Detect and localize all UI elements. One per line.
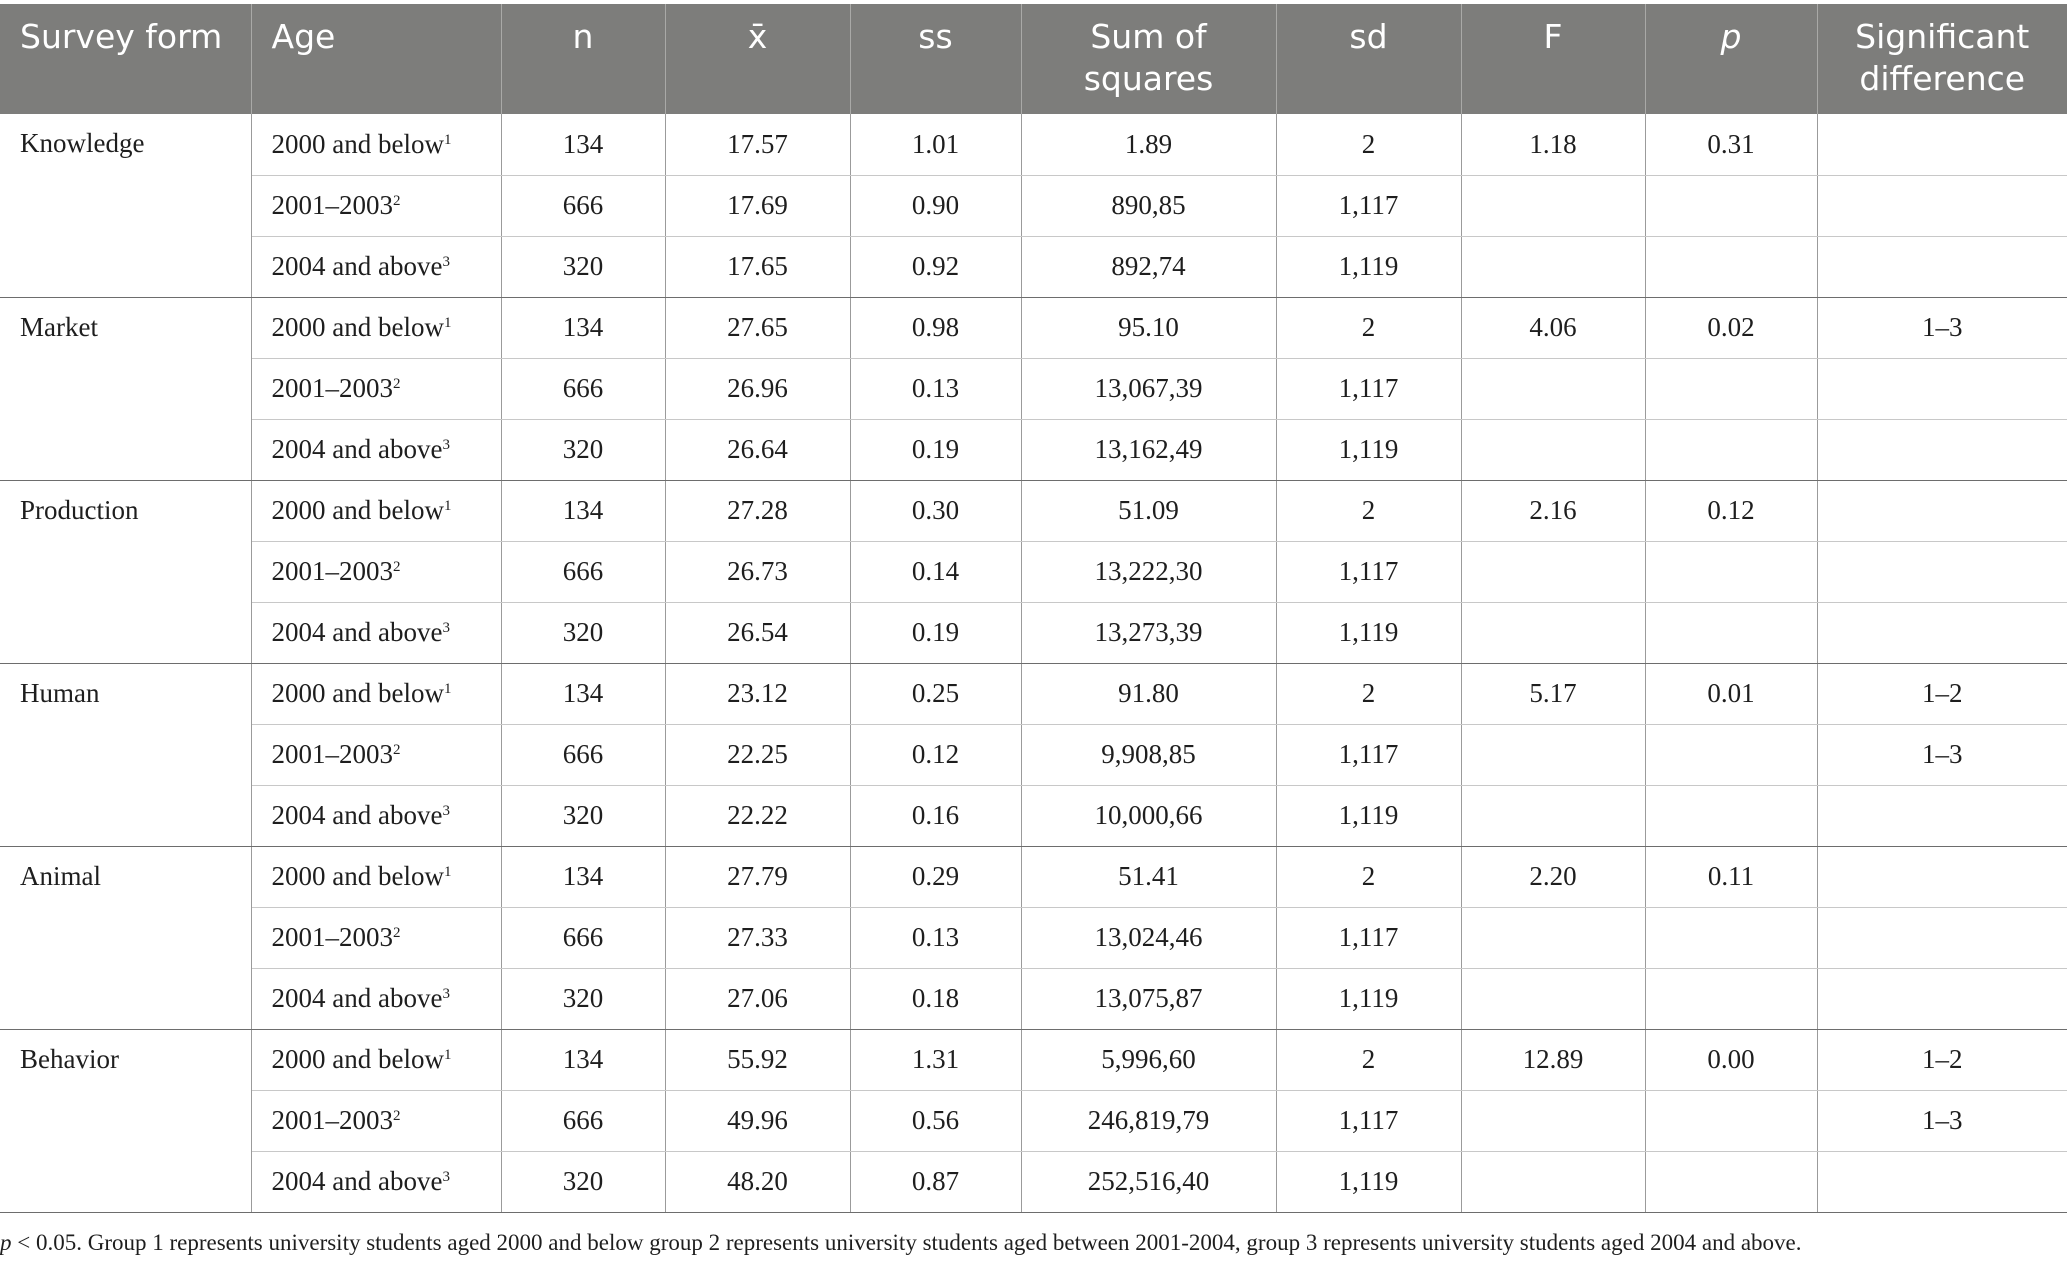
- sum-of-squares-cell: 13,075,87: [1021, 968, 1276, 1029]
- mean-cell: 27.28: [665, 480, 850, 541]
- age-cell: [251, 419, 501, 480]
- age-label: 2000 and below: [271, 495, 444, 525]
- significant-difference-cell: [1817, 236, 2067, 297]
- significant-difference-cell: 1–3: [1817, 724, 2067, 785]
- sd-cell: 2: [1276, 846, 1461, 907]
- sd-cell: 1,117: [1276, 541, 1461, 602]
- table-row: [0, 297, 2067, 358]
- age-label: 2004 and above: [271, 617, 443, 647]
- age-label: 2000 and below: [271, 678, 444, 708]
- n-cell: 666: [501, 358, 665, 419]
- significant-difference-cell: 1–3: [1817, 297, 2067, 358]
- p-cell: [1645, 968, 1817, 1029]
- p-cell: [1645, 419, 1817, 480]
- table-row: [0, 785, 2067, 846]
- n-cell: 134: [501, 846, 665, 907]
- sd-cell: 2: [1276, 114, 1461, 175]
- table-row: [0, 907, 2067, 968]
- p-cell: 0.01: [1645, 663, 1817, 724]
- sd-cell: 2: [1276, 480, 1461, 541]
- n-cell: 666: [501, 541, 665, 602]
- mean-cell: 27.65: [665, 297, 850, 358]
- significant-difference-cell: [1817, 175, 2067, 236]
- age-group-superscript: 2: [393, 193, 401, 209]
- header-sd: sd: [1276, 4, 1461, 114]
- table-row: [0, 480, 2067, 541]
- p-cell: 0.31: [1645, 114, 1817, 175]
- mean-cell: 55.92: [665, 1029, 850, 1090]
- f-cell: 12.89: [1461, 1029, 1645, 1090]
- age-group-superscript: 2: [393, 1108, 401, 1124]
- ss-cell: 0.14: [850, 541, 1021, 602]
- n-cell: 666: [501, 1090, 665, 1151]
- survey-form-cell: Behavior: [0, 1029, 251, 1212]
- sd-cell: 1,119: [1276, 785, 1461, 846]
- significant-difference-cell: [1817, 541, 2067, 602]
- n-cell: 134: [501, 1029, 665, 1090]
- n-cell: 666: [501, 907, 665, 968]
- p-cell: 0.00: [1645, 1029, 1817, 1090]
- age-label: 2000 and below: [271, 128, 444, 159]
- p-cell: [1645, 785, 1817, 846]
- sum-of-squares-cell: 51.41: [1021, 846, 1276, 907]
- age-cell: [251, 1090, 501, 1151]
- survey-form-cell: Animal: [0, 846, 251, 1029]
- ss-cell: 0.16: [850, 785, 1021, 846]
- age-label: 2001–2003: [271, 922, 393, 952]
- f-cell: 2.16: [1461, 480, 1645, 541]
- significant-difference-cell: [1817, 846, 2067, 907]
- sd-cell: 1,119: [1276, 236, 1461, 297]
- significant-difference-cell: [1817, 358, 2067, 419]
- table-body: [0, 114, 2067, 1212]
- f-cell: [1461, 358, 1645, 419]
- age-group-superscript: 1: [443, 498, 452, 514]
- age-cell: [251, 114, 501, 175]
- header-f: F: [1461, 4, 1645, 114]
- mean-cell: 17.57: [665, 114, 850, 175]
- age-cell: [251, 1029, 501, 1090]
- significant-difference-cell: [1817, 1151, 2067, 1212]
- age-label: 2004 and above: [271, 983, 443, 1013]
- age-label: 2000 and below: [271, 312, 444, 342]
- sum-of-squares-cell: 892,74: [1021, 236, 1276, 297]
- survey-form-cell: Market: [0, 297, 251, 480]
- p-cell: [1645, 1090, 1817, 1151]
- n-cell: 320: [501, 236, 665, 297]
- f-cell: [1461, 175, 1645, 236]
- significant-difference-cell: [1817, 907, 2067, 968]
- significant-difference-cell: [1817, 785, 2067, 846]
- sd-cell: 2: [1276, 1029, 1461, 1090]
- f-cell: [1461, 602, 1645, 663]
- mean-cell: 49.96: [665, 1090, 850, 1151]
- ss-cell: 0.13: [850, 907, 1021, 968]
- ss-cell: 0.18: [850, 968, 1021, 1029]
- header-significant-difference: [1817, 4, 2067, 114]
- header-survey-form: Survey form: [0, 4, 251, 114]
- age-group-superscript: 1: [443, 864, 452, 880]
- mean-cell: 27.79: [665, 846, 850, 907]
- f-cell: [1461, 1151, 1645, 1212]
- f-cell: [1461, 724, 1645, 785]
- f-cell: [1461, 785, 1645, 846]
- ss-cell: 0.19: [850, 419, 1021, 480]
- table-footnote: [0, 1230, 2067, 1256]
- survey-form-cell: Human: [0, 663, 251, 846]
- age-cell: [251, 175, 501, 236]
- mean-cell: 27.06: [665, 968, 850, 1029]
- age-group-superscript: 1: [443, 131, 452, 148]
- ss-cell: 0.90: [850, 175, 1021, 236]
- footnote-p-symbol: p: [0, 1230, 12, 1255]
- age-group-superscript: 1: [443, 1047, 452, 1063]
- table-row: [0, 1151, 2067, 1212]
- f-cell: 4.06: [1461, 297, 1645, 358]
- n-cell: 320: [501, 968, 665, 1029]
- age-group-superscript: 1: [443, 315, 452, 331]
- age-cell: [251, 358, 501, 419]
- n-cell: 320: [501, 419, 665, 480]
- ss-cell: 0.30: [850, 480, 1021, 541]
- ss-cell: 1.31: [850, 1029, 1021, 1090]
- ss-cell: 0.98: [850, 297, 1021, 358]
- age-label: 2004 and above: [271, 800, 443, 830]
- table-row: [0, 1090, 2067, 1151]
- age-group-superscript: 3: [442, 803, 450, 819]
- table-row: [0, 358, 2067, 419]
- significant-difference-cell: 1–3: [1817, 1090, 2067, 1151]
- age-label: 2000 and below: [271, 861, 444, 891]
- age-cell: [251, 1151, 501, 1212]
- age-cell: [251, 907, 501, 968]
- mean-cell: 48.20: [665, 1151, 850, 1212]
- header-significant-line1: Significant: [1855, 17, 2030, 56]
- age-group-superscript: 3: [442, 437, 450, 453]
- p-cell: 0.02: [1645, 297, 1817, 358]
- f-cell: [1461, 1090, 1645, 1151]
- table-row: [0, 419, 2067, 480]
- n-cell: 134: [501, 480, 665, 541]
- header-row: [0, 4, 2067, 114]
- n-cell: 134: [501, 114, 665, 175]
- header-sum-of-squares-line2: squares: [1083, 59, 1214, 98]
- table-row: [0, 968, 2067, 1029]
- mean-cell: 27.33: [665, 907, 850, 968]
- age-group-superscript: 2: [393, 742, 401, 758]
- survey-form-cell: Production: [0, 480, 251, 663]
- sd-cell: 1,119: [1276, 419, 1461, 480]
- age-cell: [251, 236, 501, 297]
- p-cell: 0.11: [1645, 846, 1817, 907]
- sum-of-squares-cell: 51.09: [1021, 480, 1276, 541]
- sd-cell: 2: [1276, 663, 1461, 724]
- sd-cell: 1,119: [1276, 1151, 1461, 1212]
- sum-of-squares-cell: 91.80: [1021, 663, 1276, 724]
- age-label: 2001–2003: [271, 190, 393, 220]
- f-cell: 2.20: [1461, 846, 1645, 907]
- age-cell: [251, 724, 501, 785]
- p-cell: [1645, 907, 1817, 968]
- sum-of-squares-cell: 10,000,66: [1021, 785, 1276, 846]
- mean-cell: 26.73: [665, 541, 850, 602]
- sd-cell: 1,117: [1276, 1090, 1461, 1151]
- mean-cell: 26.54: [665, 602, 850, 663]
- sum-of-squares-cell: 246,819,79: [1021, 1090, 1276, 1151]
- sum-of-squares-cell: 1.89: [1021, 114, 1276, 175]
- age-cell: [251, 297, 501, 358]
- sum-of-squares-cell: 13,273,39: [1021, 602, 1276, 663]
- sd-cell: 1,117: [1276, 907, 1461, 968]
- age-cell: [251, 602, 501, 663]
- n-cell: 134: [501, 297, 665, 358]
- mean-cell: 17.69: [665, 175, 850, 236]
- ss-cell: 0.87: [850, 1151, 1021, 1212]
- table-row: [0, 724, 2067, 785]
- n-cell: 320: [501, 602, 665, 663]
- mean-cell: 22.25: [665, 724, 850, 785]
- mean-cell: 17.65: [665, 236, 850, 297]
- significant-difference-cell: 1–2: [1817, 663, 2067, 724]
- table-row: [0, 236, 2067, 297]
- age-label: 2001–2003: [271, 739, 393, 769]
- age-group-superscript: 3: [442, 986, 450, 1002]
- age-label: 2001–2003: [271, 556, 393, 586]
- age-cell: [251, 480, 501, 541]
- p-cell: [1645, 541, 1817, 602]
- header-sum-of-squares: [1021, 4, 1276, 114]
- n-cell: 320: [501, 1151, 665, 1212]
- significant-difference-cell: 1–2: [1817, 1029, 2067, 1090]
- f-cell: [1461, 968, 1645, 1029]
- n-cell: 134: [501, 663, 665, 724]
- header-p-label: p: [1720, 17, 1742, 56]
- sum-of-squares-cell: 95.10: [1021, 297, 1276, 358]
- ss-cell: 0.56: [850, 1090, 1021, 1151]
- footnote-text: < 0.05. Group 1 represents university students aged 2000 and below group 2 represents university students aged between 2001-2004, group 3 represents university students aged 2004 and above.: [11, 1230, 1802, 1255]
- age-group-superscript: 3: [442, 254, 450, 270]
- sd-cell: 2: [1276, 297, 1461, 358]
- sd-cell: 1,119: [1276, 602, 1461, 663]
- significant-difference-cell: [1817, 114, 2067, 175]
- p-cell: [1645, 175, 1817, 236]
- mean-cell: 22.22: [665, 785, 850, 846]
- header-n: n: [501, 4, 665, 114]
- mean-cell: 26.64: [665, 419, 850, 480]
- header-mean: x̄: [665, 4, 850, 114]
- sd-cell: 1,117: [1276, 724, 1461, 785]
- age-label: 2004 and above: [271, 1166, 443, 1196]
- age-label: 2004 and above: [271, 434, 443, 464]
- f-cell: 1.18: [1461, 114, 1645, 175]
- age-group-superscript: 3: [442, 620, 450, 636]
- age-group-superscript: 2: [393, 559, 401, 575]
- significant-difference-cell: [1817, 419, 2067, 480]
- header-significant-line2: difference: [1859, 59, 2026, 98]
- f-cell: [1461, 541, 1645, 602]
- ss-cell: 1.01: [850, 114, 1021, 175]
- sum-of-squares-cell: 5,996,60: [1021, 1029, 1276, 1090]
- age-group-superscript: 1: [443, 681, 452, 697]
- n-cell: 320: [501, 785, 665, 846]
- table-row: [0, 663, 2067, 724]
- ss-cell: 0.29: [850, 846, 1021, 907]
- age-label: 2000 and below: [271, 1044, 444, 1074]
- survey-form-cell: Knowledge: [0, 114, 251, 297]
- ss-cell: 0.13: [850, 358, 1021, 419]
- ss-cell: 0.92: [850, 236, 1021, 297]
- p-cell: [1645, 602, 1817, 663]
- table-container: [0, 4, 2067, 1213]
- age-cell: [251, 541, 501, 602]
- age-cell: [251, 846, 501, 907]
- age-group-superscript: 2: [393, 376, 401, 392]
- ss-cell: 0.12: [850, 724, 1021, 785]
- f-cell: [1461, 236, 1645, 297]
- p-cell: [1645, 1151, 1817, 1212]
- sd-cell: 1,117: [1276, 358, 1461, 419]
- header-sum-of-squares-line1: Sum of: [1090, 17, 1207, 56]
- n-cell: 666: [501, 175, 665, 236]
- p-cell: [1645, 724, 1817, 785]
- anova-table: [0, 4, 2067, 1213]
- header-age: Age: [251, 4, 501, 114]
- n-cell: 666: [501, 724, 665, 785]
- f-cell: 5.17: [1461, 663, 1645, 724]
- age-group-superscript: 3: [442, 1169, 450, 1185]
- sd-cell: 1,119: [1276, 968, 1461, 1029]
- table-row: [0, 114, 2067, 175]
- sd-cell: 1,117: [1276, 175, 1461, 236]
- sum-of-squares-cell: 890,85: [1021, 175, 1276, 236]
- sum-of-squares-cell: 13,024,46: [1021, 907, 1276, 968]
- sum-of-squares-cell: 13,222,30: [1021, 541, 1276, 602]
- age-label: 2001–2003: [271, 1105, 393, 1135]
- age-label: 2001–2003: [271, 373, 393, 403]
- age-group-superscript: 2: [393, 925, 401, 941]
- ss-cell: 0.19: [850, 602, 1021, 663]
- significant-difference-cell: [1817, 480, 2067, 541]
- header-p: [1645, 4, 1817, 114]
- table-row: [0, 541, 2067, 602]
- sum-of-squares-cell: 13,162,49: [1021, 419, 1276, 480]
- sum-of-squares-cell: 252,516,40: [1021, 1151, 1276, 1212]
- p-cell: [1645, 236, 1817, 297]
- mean-cell: 26.96: [665, 358, 850, 419]
- sum-of-squares-cell: 9,908,85: [1021, 724, 1276, 785]
- table-row: [0, 1029, 2067, 1090]
- age-cell: [251, 968, 501, 1029]
- age-cell: [251, 785, 501, 846]
- f-cell: [1461, 419, 1645, 480]
- table-row: [0, 175, 2067, 236]
- sum-of-squares-cell: 13,067,39: [1021, 358, 1276, 419]
- header-ss: ss: [850, 4, 1021, 114]
- table-row: [0, 602, 2067, 663]
- table-row: [0, 846, 2067, 907]
- age-cell: [251, 663, 501, 724]
- p-cell: [1645, 358, 1817, 419]
- f-cell: [1461, 907, 1645, 968]
- significant-difference-cell: [1817, 602, 2067, 663]
- table-header: [0, 4, 2067, 114]
- mean-cell: 23.12: [665, 663, 850, 724]
- age-label: 2004 and above: [271, 251, 443, 281]
- ss-cell: 0.25: [850, 663, 1021, 724]
- p-cell: 0.12: [1645, 480, 1817, 541]
- significant-difference-cell: [1817, 968, 2067, 1029]
